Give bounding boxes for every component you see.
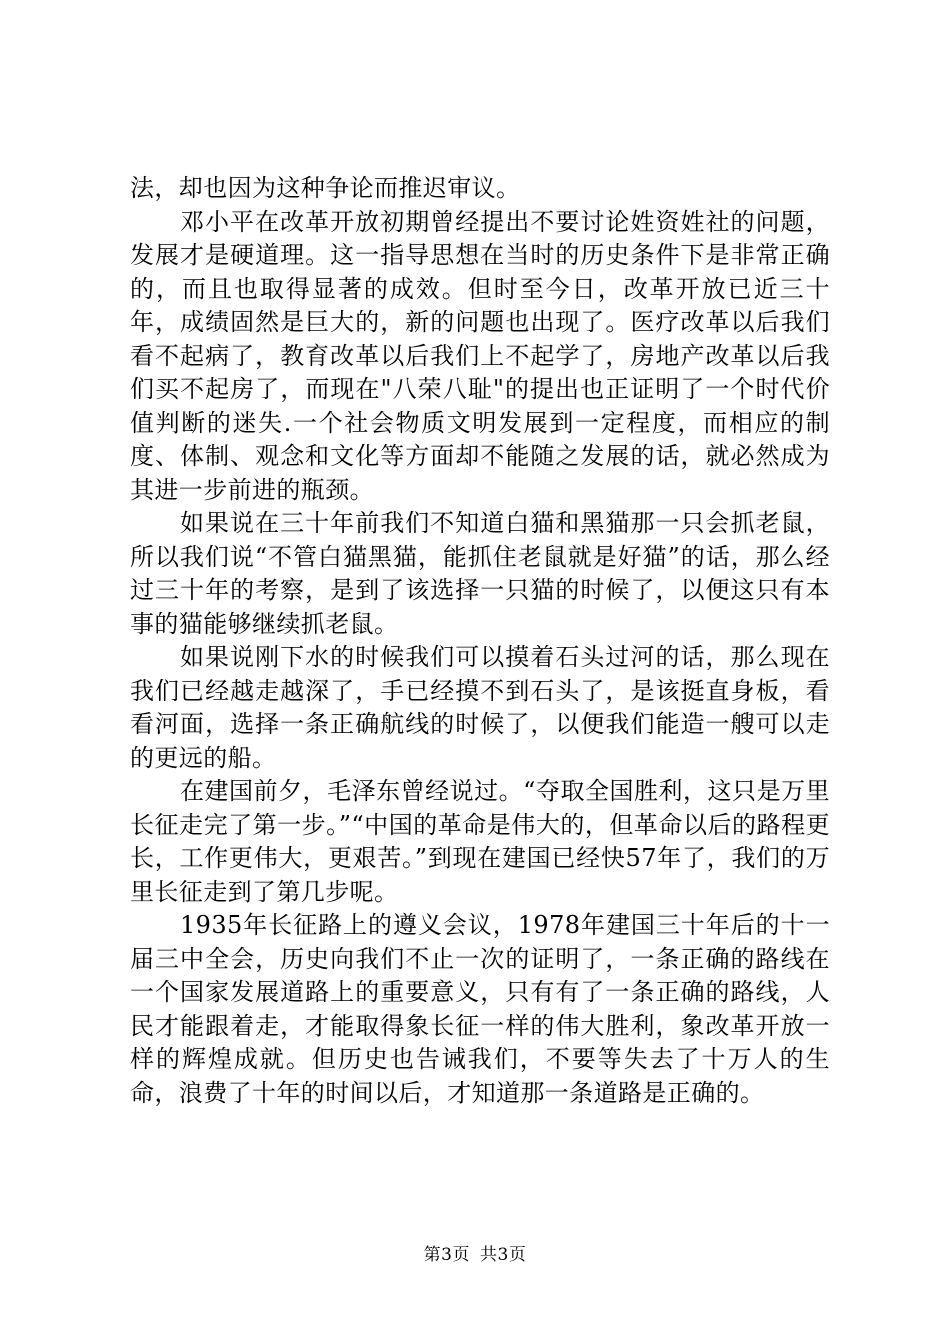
page-total: 共3页 [480, 1245, 527, 1265]
page-footer [0, 1244, 950, 1266]
paragraph-crossing-river: 如果说刚下水的时候我们可以摸着石头过河的话，那么现在我们已经越走越深了，手已经摸不到石头了，是该挺直身板，看看河面，选择一条正确航线的时候了，以便我们能造一艘可以走的更远的船。 [130, 643, 830, 772]
paragraph-long-march-quote: 在建国前夕，毛泽东曾经说过。“夺取全国胜利，这只是万里长征走完了第一步。”“中国的革命是伟大的，但革命以后的路程更长，工作更伟大，更艰苦。”到现在建国已经快57年了，我们的万里长征走到了第几步呢。 [130, 777, 830, 906]
paragraph-zunyi-conclusion: 1935年长征路上的遵义会议，1978年建国三十年后的十一届三中全会，历史向我们不止一次的证明了，一条正确的路线在一个国家发展道路上的重要意义，只有有了一条正确的路线，人民才能跟着走，才能取得象长征一样的伟大胜利，象改革开放一样的辉煌成就。但历史也告诫我们，不要等失去了十万人的生命，浪费了十年的时间以后，才知道那一条道路是正确的。 [130, 911, 830, 1107]
page-number: 第3页 [423, 1245, 470, 1265]
paragraph-continuation: 法，却也因为这种争论而推迟审议。 [130, 174, 521, 202]
paragraph-reform-opening: 邓小平在改革开放初期曾经提出不要讨论姓资姓社的问题，发展才是硬道理。这一指导思想在当时的历史条件下是非常正确的，而且也取得显著的成效。但时至今日，改革开放已近三十年，成绩固然是巨大的，新的问题也出现了。医疗改革以后我们看不起病了，教育改革以后我们上不起学了，房地产改革以后我们买不起房了，而现在"八荣八耻"的提出也正证明了一个时代价值判断的迷失.一个社会物质文明发展到一定程度，而相应的制度、体制、观念和文化等方面却不能随之发展的话，就必然成为其进一步前进的瓶颈。 [130, 207, 830, 504]
paragraph-white-black-cat: 如果说在三十年前我们不知道白猫和黑猫那一只会抓老鼠，所以我们说“不管白猫黑猫，能抓住老鼠就是好猫”的话，那么经过三十年的考察，是到了该选择一只猫的时候了，以便这只有本事的猫能够继续抓老鼠。 [130, 509, 830, 638]
document-body [130, 172, 830, 1110]
